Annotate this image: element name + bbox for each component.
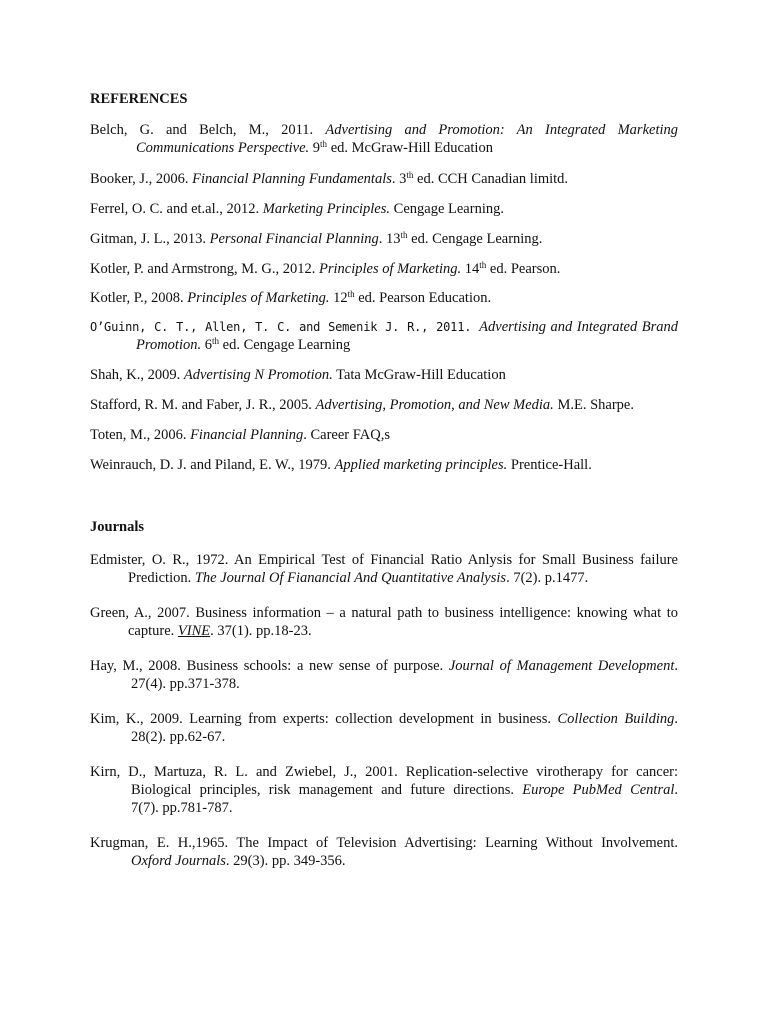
reference-entry: O’Guinn, C. T., Allen, T. C. and Semenik J. R., 2011. Advertising and Integrated Brand Promotion. 6th ed. Cengage Learning [90,319,678,353]
reference-entry: Booker, J., 2006. Financial Planning Fundamentals. 3th ed. CCH Canadian limitd. [90,170,569,187]
reference-entry: Kotler, P., 2008. Principles of Marketing. 12th ed. Pearson Education. [90,289,492,306]
journal-entry: Edmister, O. R., 1972. An Empirical Test of Financial Ratio Anlysis for Small Business failure Prediction. The Journal Of Fianancial And Quantitative Analysis. 7(2). p.1477. [90,552,678,586]
journal-entry: Green, A., 2007. Business information – a natural path to business intelligence: knowing what to capture. VINE. 37(1). pp.18-23. [90,605,678,639]
reference-entry: Belch, G. and Belch, M., 2011. Advertising and Promotion: An Integrated Marketing Communications Perspective. 9th ed. McGraw-Hill Education [90,122,679,156]
vine-link[interactable]: VINE [177,623,211,639]
journal-entry: Kim, K., 2009. Learning from experts: collection development in business. Collection Building. 28(2). pp.62-67. [90,711,678,745]
journal-entry: Kirn, D., Martuza, R. L. and Zwiebel, J., 2001. Replication-selective virotherapy for cancer: Biological principles, risk management and future directions. Europe PubMed Central. 7(7). pp.781-787. [90,764,678,816]
journal-entry: Krugman, E. H.,1965. The Impact of Television Advertising: Learning Without Involvement. Oxford Journals. 29(3). pp. 349-356. [90,835,678,869]
reference-entry: Gitman, J. L., 2013. Personal Financial Planning. 13th ed. Cengage Learning. [90,230,543,247]
reference-entry: Toten, M., 2006. Financial Planning. Career FAQ,s [90,427,390,443]
journals-heading: Journals [90,519,144,535]
reference-entry: Shah, K., 2009. Advertising N Promotion. Tata McGraw-Hill Education [90,367,506,383]
reference-entry: Stafford, R. M. and Faber, J. R., 2005. Advertising, Promotion, and New Media. M.E. Sharpe. [90,397,634,413]
reference-entry: Weinrauch, D. J. and Piland, E. W., 1979. Applied marketing principles. Prentice-Hall. [90,457,592,473]
journal-entry: Hay, M., 2008. Business schools: a new sense of purpose. Journal of Management Development. 27(4). pp.371-378. [90,658,678,692]
reference-entry: Kotler, P. and Armstrong, M. G., 2012. Principles of Marketing. 14th ed. Pearson. [90,260,561,277]
reference-entry: Ferrel, O. C. and et.al., 2012. Marketing Principles. Cengage Learning. [90,201,504,217]
references-heading: REFERENCES [90,91,188,107]
